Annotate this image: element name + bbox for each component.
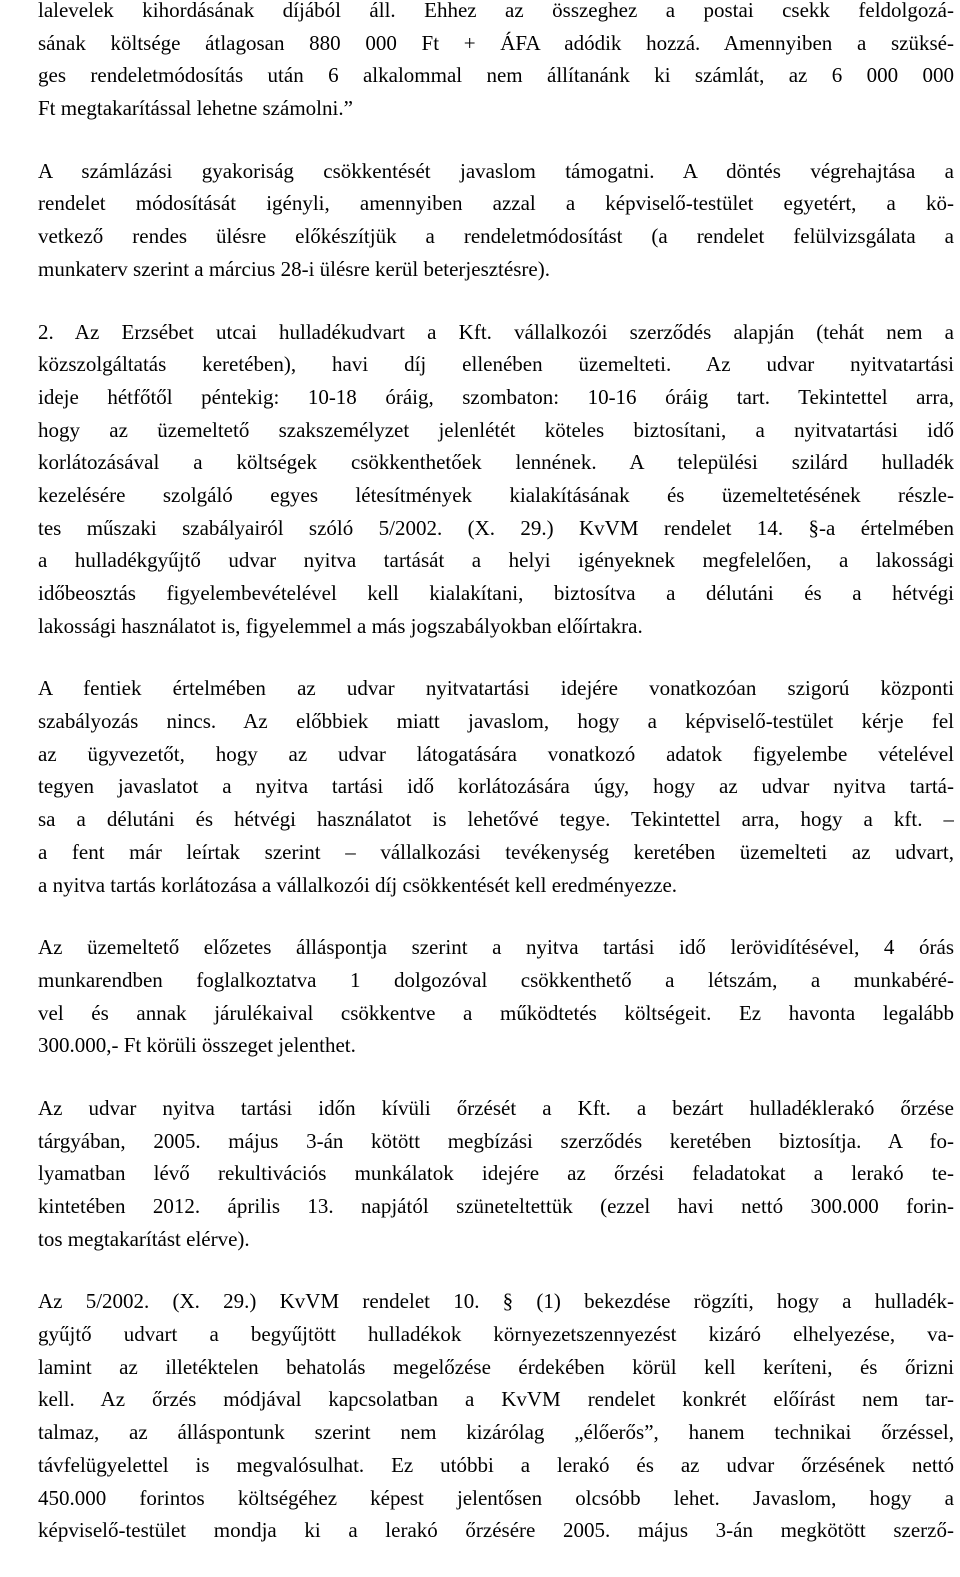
text-line: a nyitva tartás korlátozása a vállalkozói díj csökkentését kell eredményezze. [38,872,678,897]
text-line: kell. Az őrzés módjával kapcsolatban a KvVM rendelet konkrét előírást nem tar- [38,1387,954,1412]
text-line: ideje hétfőtől péntekig: 10-18 óráig, szombaton: 10-16 óráig tart. Tekintettel arra, [38,384,954,409]
text-line: munkaterv szerint a március 28-i ülésre kerül beterjesztésre). [38,256,550,281]
text-line: lyamatban lévő rekultivációs munkálatok idejére az őrzési feladatokat a lerakó te- [38,1161,954,1186]
text-line: kezelésére szolgáló egyes létesítmények kialakításának és üzemeltetésének részle- [38,482,954,507]
text-line: az ügyvezetőt, hogy az udvar látogatására vonatkozó adatok figyelembe vételével [38,741,954,766]
paragraph-operator-position [38,931,954,1062]
text-line: tos megtakarítást elérve). [38,1226,250,1251]
text-line: korlátozásával a költségek csökkenthetőek lennének. A települési szilárd hulladék [38,450,954,475]
text-line: sának költsége átlagosan 880 000 Ft + ÁFA adódik hozzá. Amennyiben a szüksé- [38,30,954,55]
text-line: képviselő-testület mondja ki a lerakó őrzésére 2005. május 3-án megkötött szerző- [38,1518,954,1543]
text-line: szabályozás nincs. Az előbbiek miatt javaslom, hogy a képviselő-testület kérje fel [38,709,954,734]
text-line: a hulladékgyűjtő udvar nyitva tartását a helyi igényeknek megfelelően, a lakossági [38,548,954,573]
text-line: közszolgáltatás keretében), havi díj ellenében üzemelteti. Az udvar nyitvatartási [38,352,954,377]
paragraph-waste-yard [38,316,954,643]
text-line: sa a délutáni és hétvégi használatot is lehetővé tegye. Tekintettel arra, hogy a kft. – [38,807,954,832]
text-line: tárgyában, 2005. május 3-án kötött megbízási szerződés keretében biztosítja. A fo- [38,1128,954,1153]
text-line: lamint az illetéktelen behatolás megelőzése érdekében körül kell keríteni, és őrizni [38,1354,954,1379]
text-line: Ft megtakarítással lehetne számolni.” [38,96,353,121]
text-line: lakossági használatot is, figyelemmel a más jogszabályokban előírtakra. [38,613,643,638]
text-line: ges rendeletmódosítás után 6 alkalommal nem állítanánk ki számlát, az 6 000 000 [38,63,954,88]
text-line: Az 5/2002. (X. 29.) KvVM rendelet 10. § (1) bekezdése rögzíti, hogy a hulladék- [38,1289,954,1314]
text-line: A számlázási gyakoriság csökkentését javaslom támogatni. A döntés végrehajtása a [38,158,954,183]
text-line: hogy az üzemeltető szakszemélyzet jelenlétét köteles biztosítani, a nyitvatartási idő [38,417,954,442]
text-line: távfelügyelettel is megvalósulhat. Ez utóbbi a lerakó és az udvar őrzésének nettó [38,1452,954,1477]
text-line: vel és annak járulékaival csökkentve a működtetés költségeit. Ez havonta legalább [38,1000,954,1025]
text-line: 300.000,- Ft körüli összeget jelenthet. [38,1033,356,1058]
document-page [38,0,954,1577]
paragraph-guarding-contract [38,1092,954,1255]
text-line: a fent már leírtak szerint – vállalkozási tevékenység keretében üzemelteti az udvart, [38,839,954,864]
text-line: tegyen javaslatot a nyitva tartási idő korlátozására úgy, hogy az udvar nyitva tartá- [38,774,954,799]
text-line: 2. Az Erzsébet utcai hulladékudvart a Kft. vállalkozói szerződés alapján (tehát nem a [38,319,954,344]
text-line: rendelet módosítását igényli, amennyiben azzal a képviselő-testület egyetért, a kö- [38,191,954,216]
paragraph-opening-hours-proposal [38,672,954,901]
paragraph-billing-frequency [38,155,954,286]
text-line: tes műszaki szabályairól szóló 5/2002. (X. 29.) KvVM rendelet 14. §-a értelmében [38,515,954,540]
text-line: vetkező rendes ülésre előkészítjük a rendeletmódosítást (a rendelet felülvizsgálata a [38,224,954,249]
text-line: lalevelek kihordásának díjából áll. Ehhez az összeghez a postai csekk feldolgozá- [38,0,954,22]
text-line: kintetében 2012. április 13. napjától szüneteltettük (ezzel havi nettó 300.000 forin- [38,1194,954,1218]
text-line: gyűjtő udvart a begyűjtött hulladékok környezetszennyezést kizáró elhelyezése, va- [38,1322,954,1347]
text-line: 450.000 forintos költségéhez képest jelentősen olcsóbb lehet. Javaslom, hogy a [38,1485,954,1510]
text-line: Az udvar nyitva tartási időn kívüli őrzését a Kft. a bezárt hulladéklerakó őrzése [38,1095,954,1120]
text-line: A fentiek értelmében az udvar nyitvatartási idejére vonatkozóan szigorú központi [38,676,954,701]
paragraph-regulation-guarding [38,1285,954,1547]
text-line: munkarendben foglalkoztatva 1 dolgozóval csökkenthető a létszám, a munkabéré- [38,967,954,992]
text-line: időbeosztás figyelembevételével kell kialakítani, biztosítva a délutáni és a hétvégi [38,581,954,605]
paragraph-postage-cost [38,0,954,125]
text-line: Az üzemeltető előzetes álláspontja szerint a nyitva tartási idő lerövidítésével, 4 órás [38,935,954,960]
text-line: talmaz, az álláspontunk szerint nem kizárólag „élőerős”, hanem technikai őrzéssel, [38,1420,954,1445]
